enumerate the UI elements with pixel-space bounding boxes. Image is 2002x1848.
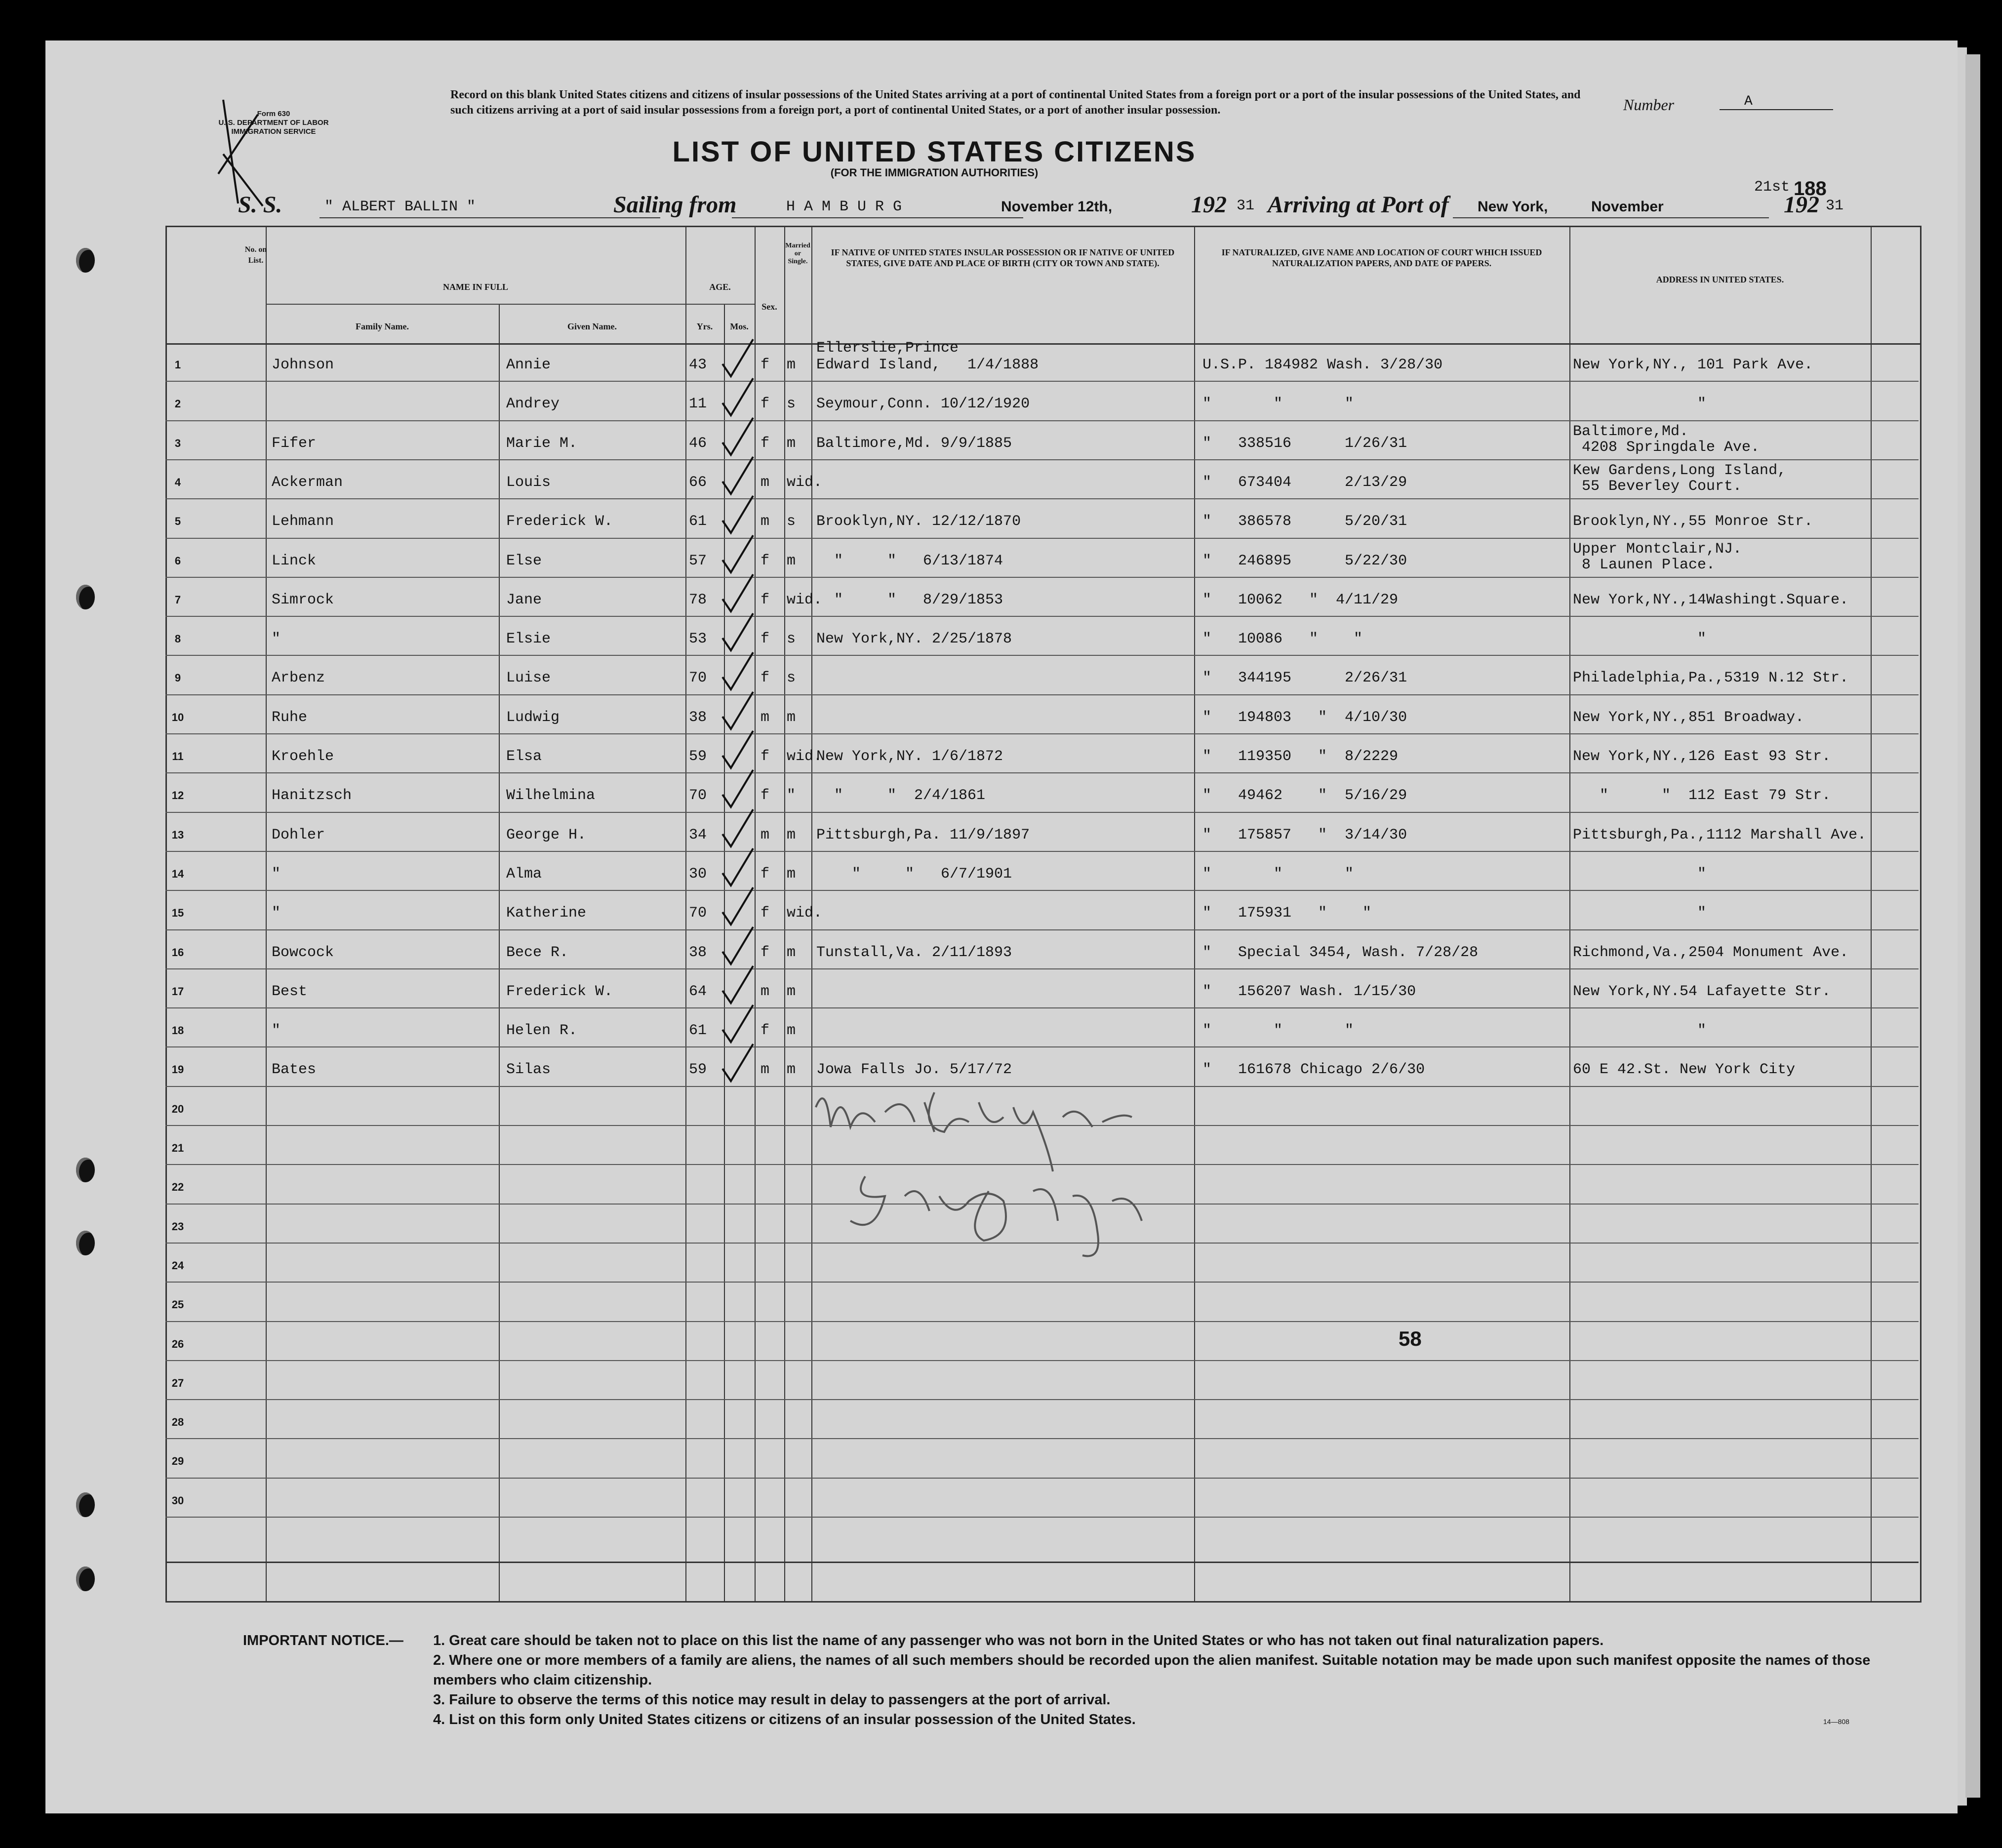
age-years: 78 — [689, 592, 707, 608]
marital-status: wid. — [787, 748, 823, 765]
age-years: 11 — [689, 396, 707, 412]
list-number-value: A — [1720, 94, 1833, 110]
sex: f — [761, 748, 770, 765]
sail-date: November 12th, — [1001, 199, 1113, 215]
naturalization: " " " — [1202, 1022, 1354, 1039]
sex: f — [761, 553, 770, 569]
age-years: 30 — [689, 866, 707, 883]
age-years: 34 — [689, 827, 707, 844]
check-mark — [719, 572, 758, 616]
birthplace: New York,NY. 1/6/1872 — [816, 748, 1003, 765]
address: " — [1573, 1022, 1707, 1039]
row-number: 19 — [171, 1063, 184, 1076]
marital-status: s — [787, 670, 796, 686]
sex: f — [761, 787, 770, 804]
address: " — [1573, 631, 1707, 647]
family-name: Ackerman — [272, 474, 343, 491]
address-line2: 4208 Springdale Ave. — [1573, 439, 1760, 456]
row-number: 10 — [171, 711, 184, 723]
given-name: Alma — [506, 866, 542, 883]
check-mark — [719, 846, 758, 890]
row-rule — [165, 538, 1919, 539]
row-number: 9 — [174, 672, 181, 684]
family-name: Fifer — [272, 435, 317, 452]
sex: m — [761, 474, 770, 491]
address: Baltimore,Md. — [1573, 423, 1689, 440]
arrival-year-prefix: 192 — [1784, 192, 1819, 218]
marital-status: m — [787, 357, 796, 373]
row-number: 26 — [171, 1338, 184, 1350]
address: New York,NY.,126 East 93 Str. — [1573, 748, 1831, 765]
row-number: 3 — [174, 437, 181, 449]
header-yrs: Yrs. — [696, 321, 713, 331]
marital-status: m — [787, 709, 796, 726]
given-name: Else — [506, 553, 542, 569]
stamp-number: 188 — [1794, 178, 1827, 200]
given-name: Wilhelmina — [506, 787, 596, 804]
sex: f — [761, 357, 770, 373]
marital-status: m — [787, 983, 796, 1000]
binder-hole — [76, 585, 95, 609]
row-rule — [165, 498, 1919, 499]
marital-status: s — [787, 631, 796, 647]
row-rule — [165, 929, 1919, 930]
age-years: 43 — [689, 357, 707, 373]
address: New York,NY., 101 Park Ave. — [1573, 357, 1813, 373]
marital-status: " — [787, 787, 796, 804]
notice-heading: IMPORTANT NOTICE.— — [243, 1633, 403, 1648]
row-number: 20 — [171, 1103, 184, 1115]
marital-status: s — [787, 513, 796, 530]
form-number: Form 630 — [257, 110, 290, 118]
row-rule — [165, 1321, 1919, 1322]
naturalization: " 344195 2/26/31 — [1202, 670, 1407, 686]
row-number: 5 — [174, 515, 181, 527]
age-years: 70 — [689, 670, 707, 686]
birthplace: Brooklyn,NY. 12/12/1870 — [816, 513, 1021, 530]
row-number: 15 — [171, 907, 184, 919]
row-number: 25 — [171, 1298, 184, 1311]
header-name-in-full: NAME IN FULL — [442, 282, 508, 292]
row-number: 29 — [171, 1455, 184, 1467]
row-number: 21 — [171, 1142, 184, 1154]
given-name: Frederick W. — [506, 513, 613, 530]
sex: m — [761, 513, 770, 530]
family-name: Simrock — [272, 592, 334, 608]
birthplace: " " 2/4/1861 — [816, 787, 986, 804]
family-name: " — [272, 905, 281, 922]
naturalization: " 156207 Wash. 1/15/30 — [1202, 983, 1416, 1000]
binder-hole — [76, 1231, 95, 1255]
marital-status: m — [787, 1022, 796, 1039]
binder-hole — [76, 1567, 95, 1591]
row-rule — [165, 616, 1919, 617]
given-name: Marie M. — [506, 435, 578, 452]
birthplace: " " 6/7/1901 — [816, 866, 1012, 883]
age-years: 59 — [689, 1061, 707, 1078]
row-rule — [165, 1360, 1919, 1361]
given-name: George H. — [506, 827, 587, 844]
address: Pittsburgh,Pa.,1112 Marshall Ave. — [1573, 827, 1867, 844]
row-rule — [165, 772, 1919, 773]
address: " — [1573, 396, 1707, 412]
row-number: 7 — [174, 594, 181, 606]
check-mark — [719, 454, 758, 499]
check-mark — [719, 650, 758, 694]
row-rule — [165, 733, 1919, 734]
ship-name: " ALBERT BALLIN " — [324, 199, 476, 215]
row-rule — [165, 890, 1919, 891]
row-number: 30 — [171, 1494, 184, 1507]
header-birthplace: IF NATIVE OF UNITED STATES INSULAR POSSESSION OR IF NATIVE OF UNITED STATES, GIVE DATE AND PLACE OF BIRTH (CITY OR TOWN AND STATE). — [831, 247, 1175, 268]
family-name: Dohler — [272, 827, 325, 844]
row-number: 27 — [171, 1377, 184, 1389]
header-naturalized: IF NATURALIZED, GIVE NAME AND LOCATION OF COURT WHICH ISSUED NATURALIZATION PAPERS, AND DATE OF PAPERS. — [1221, 247, 1542, 268]
row-number: 14 — [171, 868, 184, 880]
family-name: Bowcock — [272, 944, 334, 961]
form-code: 14—808 — [1823, 1718, 1849, 1726]
age-years: 61 — [689, 1022, 707, 1039]
notice-item: 1. Great care should be taken not to place on this list the name of any passenger who was not born in the United States or who has not taken out final naturalization papers. — [433, 1633, 1604, 1648]
given-name: Andrey — [506, 396, 560, 412]
naturalization: " 338516 1/26/31 — [1202, 435, 1407, 452]
age-years: 70 — [689, 905, 707, 922]
marital-status: m — [787, 553, 796, 569]
row-rule — [165, 1478, 1919, 1479]
sail-year-prefix: 192 — [1191, 192, 1227, 218]
check-mark — [719, 728, 758, 773]
given-name: Helen R. — [506, 1022, 578, 1039]
check-mark — [719, 415, 758, 460]
row-rule — [165, 655, 1919, 656]
marital-status: m — [787, 866, 796, 883]
row-rule — [165, 1438, 1919, 1439]
check-mark — [719, 964, 758, 1008]
family-name: Ruhe — [272, 709, 308, 726]
check-mark — [719, 689, 758, 734]
sex: f — [761, 435, 770, 452]
family-name: Kroehle — [272, 748, 334, 765]
naturalization: U.S.P. 184982 Wash. 3/28/30 — [1202, 357, 1443, 373]
page-stamp: 58 — [1399, 1327, 1422, 1350]
marital-status: s — [787, 396, 796, 412]
marital-status: wid. — [787, 905, 823, 922]
naturalization: " 175857 " 3/14/30 — [1202, 827, 1407, 844]
age-years: 66 — [689, 474, 707, 491]
given-name: Ludwig — [506, 709, 560, 726]
family-name: " — [272, 631, 281, 647]
header-family-name: Family Name. — [356, 321, 409, 331]
row-rule — [165, 968, 1919, 969]
address-line2: 8 Launen Place. — [1573, 557, 1716, 573]
address: Upper Montclair,NJ. — [1573, 541, 1742, 558]
birthplace: Ellerslie,Prince — [816, 340, 959, 357]
age-years: 46 — [689, 435, 707, 452]
naturalization: " 673404 2/13/29 — [1202, 474, 1407, 491]
page-subtitle: (FOR THE IMMIGRATION AUTHORITIES) — [830, 166, 1039, 179]
address: 60 E 42.St. New York City — [1573, 1061, 1796, 1078]
sex: f — [761, 670, 770, 686]
naturalization: " " " — [1202, 866, 1354, 883]
given-name: Elsie — [506, 631, 551, 647]
row-number: 8 — [174, 633, 181, 645]
ss-label: S. S. — [238, 192, 282, 218]
form-service: IMMIGRATION SERVICE — [231, 127, 316, 136]
given-name: Elsa — [506, 748, 542, 765]
row-number: 28 — [171, 1416, 184, 1428]
naturalization: " " " — [1202, 396, 1354, 412]
header-mos: Mos. — [730, 321, 749, 331]
port-from: H A M B U R G — [786, 199, 902, 215]
handwritten-signature — [757, 1073, 1250, 1320]
address: " — [1573, 905, 1707, 922]
marital-status: m — [787, 1061, 796, 1078]
birthplace: Baltimore,Md. 9/9/1885 — [816, 435, 1012, 452]
birthplace: Seymour,Conn. 10/12/1920 — [816, 396, 1030, 412]
row-number: 18 — [171, 1024, 184, 1037]
underlying-page-edge-2 — [1965, 54, 1980, 1798]
sex: m — [761, 827, 770, 844]
address: New York,NY.,14Washingt.Square. — [1573, 592, 1849, 608]
row-rule — [165, 1007, 1919, 1008]
given-name: Katherine — [506, 905, 587, 922]
row-number: 22 — [171, 1181, 184, 1193]
naturalization: " 10062 " 4/11/29 — [1202, 592, 1399, 608]
row-rule — [165, 1046, 1919, 1047]
address: Brooklyn,NY.,55 Monroe Str. — [1573, 513, 1813, 530]
binder-hole — [76, 1492, 95, 1517]
row-rule — [165, 812, 1919, 813]
header-address: ADDRESS IN UNITED STATES. — [1656, 275, 1784, 284]
sail-year: 31 — [1237, 198, 1255, 214]
instructions-text: Record on this blank United States citizens and citizens of insular possessions of the United States arriving at a port of continental United States from a foreign port or a port of the insular possessions of the United States, and such citizens arriving at a port of said insular possessions from a foreign port, a port of continental United States, or a port of another insular possession. — [450, 88, 1581, 117]
row-number: 4 — [174, 476, 181, 488]
row-number: 11 — [172, 750, 184, 763]
header-married: Married or Single. — [785, 242, 810, 265]
naturalization: " Special 3454, Wash. 7/28/28 — [1202, 944, 1479, 961]
sailing-label: Sailing from — [613, 192, 737, 218]
given-name: Annie — [506, 357, 551, 373]
row-number: 6 — [174, 555, 181, 567]
birthplace-line2: Edward Island, 1/4/1888 — [816, 357, 1039, 373]
marital-status: wid. — [787, 592, 823, 608]
marital-status: m — [787, 435, 796, 452]
check-mark — [719, 533, 758, 577]
row-rule — [165, 1517, 1919, 1518]
naturalization: " 194803 " 4/10/30 — [1202, 709, 1407, 726]
binder-hole — [76, 248, 95, 273]
sex: f — [761, 631, 770, 647]
birthplace: " " 8/29/1853 — [816, 592, 1003, 608]
header-sex: Sex. — [761, 302, 777, 312]
port-to: New York, — [1478, 199, 1548, 215]
page-title: LIST OF UNITED STATES CITIZENS — [672, 136, 1197, 168]
check-mark — [719, 611, 758, 655]
check-mark — [719, 493, 758, 538]
family-name: Bates — [272, 1061, 317, 1078]
row-number: 23 — [171, 1220, 184, 1233]
notice-item: 2. Where one or more members of a family are aliens, the names of all such members should be recorded upon the alien manifest. Suitable notation may be made upon such manifest opposite the names of those members who claim citizenship. — [433, 1652, 1871, 1688]
age-years: 64 — [689, 983, 707, 1000]
address: New York,NY.54 Lafayette Str. — [1573, 983, 1831, 1000]
row-rule — [165, 420, 1919, 421]
list-number-label: Number — [1623, 96, 1675, 114]
header-age: AGE. — [709, 282, 731, 292]
row-rule — [165, 577, 1919, 578]
age-years: 70 — [689, 787, 707, 804]
check-mark — [719, 337, 758, 381]
age-years: 38 — [689, 709, 707, 726]
row-number: 12 — [171, 789, 184, 802]
birthplace: New York,NY. 2/25/1878 — [816, 631, 1012, 647]
address: Kew Gardens,Long Island, — [1573, 462, 1787, 479]
birthplace: Pittsburgh,Pa. 11/9/1897 — [816, 827, 1030, 844]
naturalization: " 246895 5/22/30 — [1202, 553, 1407, 569]
arrival-underline — [1453, 217, 1769, 218]
given-name: Frederick W. — [506, 983, 613, 1000]
age-years: 57 — [689, 553, 707, 569]
row-rule — [165, 1399, 1919, 1400]
row-rule — [165, 381, 1919, 382]
row-number: 13 — [171, 829, 184, 841]
age-years: 38 — [689, 944, 707, 961]
row-rule — [165, 851, 1919, 852]
sex: m — [761, 983, 770, 1000]
marital-status: m — [787, 827, 796, 844]
sex: f — [761, 905, 770, 922]
address-line2: 55 Beverley Court. — [1573, 478, 1742, 495]
marital-status: wid. — [787, 474, 823, 491]
row-number: 24 — [171, 1259, 184, 1272]
check-mark — [719, 1042, 758, 1086]
naturalization: " 175931 " " — [1202, 905, 1372, 922]
address: Philadelphia,Pa.,5319 N.12 Str. — [1573, 670, 1849, 686]
family-name: Hanitzsch — [272, 787, 352, 804]
sex: f — [761, 592, 770, 608]
given-name: Silas — [506, 1061, 551, 1078]
birthplace: " " 6/13/1874 — [816, 553, 1003, 569]
table-bottom-rule — [165, 1562, 1919, 1563]
naturalization: " 10086 " " — [1202, 631, 1363, 647]
form-department: U. S. DEPARTMENT OF LABOR — [218, 119, 329, 127]
address: " " 112 East 79 Str. — [1573, 787, 1831, 804]
family-name: Linck — [272, 553, 317, 569]
address: " — [1573, 866, 1707, 883]
row-number: 17 — [171, 985, 184, 998]
ship-underline — [320, 217, 660, 218]
row-rule — [165, 694, 1919, 695]
arrival-month: November — [1591, 199, 1664, 215]
manifest-sheet — [45, 40, 1958, 1813]
check-mark — [719, 885, 758, 929]
row-rule — [165, 459, 1919, 460]
sex: f — [761, 396, 770, 412]
age-years: 59 — [689, 748, 707, 765]
arrival-year: 31 — [1826, 198, 1844, 214]
age-years: 53 — [689, 631, 707, 647]
family-name: Best — [272, 983, 308, 1000]
family-name: Lehmann — [272, 513, 334, 530]
check-mark — [719, 924, 758, 969]
naturalization: " 161678 Chicago 2/6/30 — [1202, 1061, 1425, 1078]
check-mark — [719, 1003, 758, 1047]
family-name: " — [272, 866, 281, 883]
row-number: 1 — [174, 359, 181, 371]
sex: m — [761, 1061, 770, 1078]
naturalization: " 49462 " 5/16/29 — [1202, 787, 1407, 804]
row-number: 2 — [174, 398, 181, 410]
sex: f — [761, 866, 770, 883]
given-name: Jane — [506, 592, 542, 608]
naturalization: " 386578 5/20/31 — [1202, 513, 1407, 530]
check-mark — [719, 767, 758, 812]
header-no: No. on List. — [244, 245, 267, 265]
given-name: Luise — [506, 670, 551, 686]
row-number: 16 — [171, 946, 184, 959]
family-name: " — [272, 1022, 281, 1039]
family-name: Johnson — [272, 357, 334, 373]
given-name: Bece R. — [506, 944, 569, 961]
arriving-label: Arriving at Port of — [1268, 192, 1449, 218]
notice-item: 4. List on this form only United States citizens or citizens of an insular possession of the United States. — [433, 1712, 1136, 1727]
arrival-day: 21st — [1754, 179, 1790, 196]
given-name: Louis — [506, 474, 551, 491]
birthplace: Jowa Falls Jo. 5/17/72 — [816, 1061, 1012, 1078]
address: Richmond,Va.,2504 Monument Ave. — [1573, 944, 1849, 961]
address: New York,NY.,851 Broadway. — [1573, 709, 1804, 726]
marital-status: m — [787, 944, 796, 961]
naturalization: " 119350 " 8/2229 — [1202, 748, 1399, 765]
sex: f — [761, 1022, 770, 1039]
notice-item: 3. Failure to observe the terms of this notice may result in delay to passengers at the port of arrival. — [433, 1692, 1111, 1708]
check-mark — [719, 376, 758, 420]
age-years: 61 — [689, 513, 707, 530]
family-name: Arbenz — [272, 670, 325, 686]
sex: m — [761, 709, 770, 726]
port-underline — [732, 217, 1023, 218]
birthplace: Tunstall,Va. 2/11/1893 — [816, 944, 1012, 961]
header-given-name: Given Name. — [567, 321, 617, 331]
check-mark — [719, 807, 758, 851]
sex: f — [761, 944, 770, 961]
binder-hole — [76, 1158, 95, 1182]
